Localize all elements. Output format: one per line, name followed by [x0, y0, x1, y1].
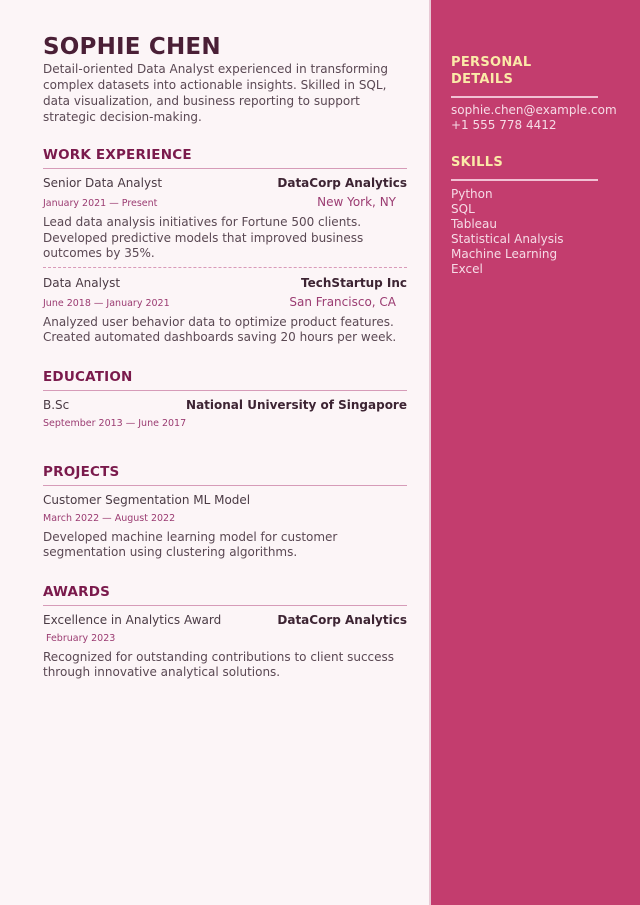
project-dates: March 2022 — August 2022: [43, 512, 176, 524]
project-description: Developed machine learning model for customer segmentation using clustering algorithms.: [43, 529, 338, 559]
degree: B.Sc: [43, 397, 70, 412]
job-location: New York, NY: [317, 195, 396, 209]
skill-item: Excel: [451, 262, 483, 276]
skills-section: [451, 154, 640, 277]
section-heading-awards: AWARDS: [43, 584, 407, 606]
section-heading-personal-details: PERSONAL DETAILS: [451, 54, 598, 98]
institution-name: National University of Singapore: [186, 397, 407, 412]
profile-summary: Detail-oriented Data Analyst experienced in transforming complex datasets into actionable insights. Skilled in SQL, data visualization, and business reporting to support strategic decision-making.: [43, 62, 388, 124]
section-heading-education: EDUCATION: [43, 369, 407, 391]
project-name: Customer Segmentation ML Model: [43, 492, 251, 507]
award-issuer: DataCorp Analytics: [277, 612, 407, 627]
resume-sidebar: [429, 0, 640, 905]
skill-item: Statistical Analysis: [451, 232, 564, 246]
education-dates: September 2013 — June 2017: [43, 417, 187, 429]
job-description: Analyzed user behavior data to optimize product features. Created automated dashboards saving 20 hours per week.: [43, 314, 397, 344]
company-name: DataCorp Analytics: [277, 176, 407, 190]
job-title: Senior Data Analyst: [43, 176, 163, 190]
email-address[interactable]: sophie.chen@example.com: [451, 103, 617, 117]
section-heading-projects: PROJECTS: [43, 464, 407, 486]
job-dates: June 2018 — January 2021: [43, 297, 170, 309]
company-name: TechStartup Inc: [301, 275, 407, 290]
skill-item: Tableau: [451, 217, 497, 231]
personal-details-section: [451, 54, 640, 133]
phone-number: +1 555 778 4412: [451, 118, 557, 132]
job-title: Data Analyst: [43, 275, 121, 290]
award-entry: [43, 606, 407, 681]
award-description: Recognized for outstanding contributions to client success through innovative analytical solutions.: [43, 649, 395, 679]
award-date: February 2023: [46, 632, 116, 644]
award-name: Excellence in Analytics Award: [43, 612, 222, 627]
work-experience-section: [43, 147, 407, 346]
work-entry: [43, 169, 407, 262]
job-description: Lead data analysis initiatives for Fortune 500 clients. Developed predictive models that improved business outcomes by 35%.: [43, 215, 364, 260]
awards-section: [43, 584, 407, 681]
job-location: San Francisco, CA: [289, 294, 396, 309]
education-entry: [43, 391, 407, 434]
candidate-name: SOPHIE CHEN: [43, 34, 221, 60]
projects-section: [43, 464, 407, 561]
skill-item: Python: [451, 187, 493, 201]
section-heading-work: WORK EXPERIENCE: [43, 147, 407, 169]
education-section: [43, 369, 407, 434]
job-dates: January 2021 — Present: [43, 198, 158, 209]
skill-item: Machine Learning: [451, 247, 558, 261]
work-entry: [43, 267, 407, 346]
section-heading-skills: SKILLS: [451, 154, 598, 181]
skill-item: SQL: [451, 202, 475, 216]
project-entry: [43, 486, 407, 561]
